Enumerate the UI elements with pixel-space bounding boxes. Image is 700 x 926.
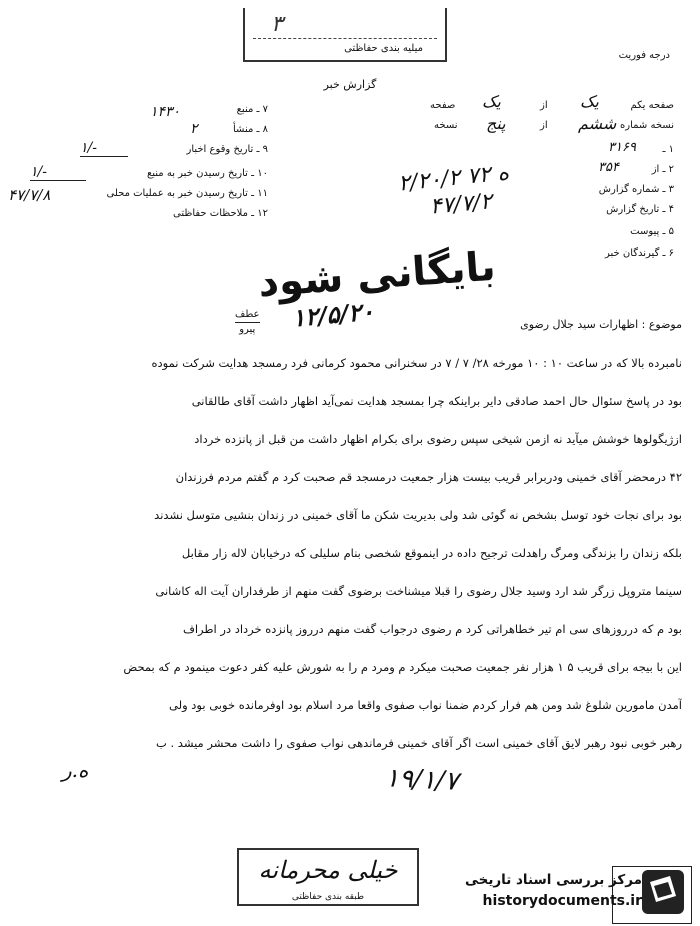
recipients-label: ۶ ـ گیرندگان خبر — [604, 248, 674, 259]
handwritten-initials: ه.ر — [62, 758, 89, 782]
body-line: بود در پاسخ سئوال حال احمد صادقی دایر براینکه چرا بمسجد هدایت نمی‌آید اظهار داشت آقای طالقانی — [191, 394, 682, 408]
field-label-origin: ۸ ـ منشأ — [232, 124, 268, 135]
bottom-stamp-label: طبقه بندی حفاظتی — [291, 892, 365, 902]
stamp-blank-line — [253, 14, 437, 39]
archive-logo-icon — [640, 868, 686, 916]
field-value-origin: ۲ — [190, 121, 198, 137]
right-field-2-value: ۳۵۴ — [598, 160, 619, 175]
right-field-1-value: ۳۱۶۹ — [608, 140, 636, 155]
bottom-stamp-text: خیلی محرمانه — [258, 856, 398, 884]
report-date-value: ۴۷/۷/۲ — [429, 189, 494, 220]
body-line: این با بیجه برای قریب ۵ ۱ هزار نفر جمعیت صحبت میکرد م ومرد م را به شورش علیه کفر دعوت مینمود م که بمحض — [123, 660, 682, 674]
classification-label: میلیه بندی حفاظتی — [344, 43, 423, 54]
logo-text: مرکز بررسی اسناد تاریخی — [464, 872, 642, 888]
handwritten-date: ۱۹/۱/۷ — [384, 763, 460, 797]
copy-label: نسخه شماره — [620, 120, 674, 131]
body-line: سینما متروپل زرگر شد ارد وسید جلال رضوی را قبلا میشناخت برضوی گفت منهم از طرفداران آیت اله کاشانی — [155, 584, 682, 598]
body-line: بود برای نجات خود توسل بشخص نه گوئی شد ولی بدیریت شکن ما آقای خمینی در زندان بنشیی متوسل نشدند — [154, 508, 682, 522]
field-label-received-source: ۱۰ ـ تاریخ رسیدن خبر به منبع — [146, 168, 268, 179]
body-line: بلکه زندان را بزندگی ومرگ راهدلت ترجیح داده در اینموقع شخصی بنام سلیلی که درخیابان لاله زار مقابل — [181, 546, 682, 560]
page-total: یک — [482, 92, 501, 111]
attachment-label: ۵ ـ پیوست — [630, 226, 674, 237]
body-line: آمدن مامورین شلوغ شد ومن هم فرار کردم ضمنا نواب صفوی واقعا مرد اسلام بود اوفرمانده خوبی بود ولی — [169, 698, 682, 712]
report-number-value: ۲/۲۰/۲ ه ۷۲ — [396, 160, 511, 197]
right-field-1: ۱ ـ — [662, 144, 674, 155]
body-line: ازژیگولوها خوشش میآید نه ازمن شیخی سپس رضوی برای بکرام اظهار داشت من قبل از پانزده خرداد — [194, 432, 682, 446]
body-line: نامبرده بالا که در ساعت ۱۰ : ۱۰ مورخه ۲۸/ ۷ / ۷ در سخنرانی محمود کرمانی فرد رمسجد هدایت شرکت نموده — [151, 356, 682, 370]
page-unit: صفحه — [430, 100, 456, 111]
logo-url: historydocuments.ir — [482, 893, 642, 909]
page-of: از — [540, 100, 548, 111]
top-classification-stamp — [243, 8, 447, 62]
copy-of: از — [540, 120, 548, 131]
right-field-2: ۲ ـ از — [651, 164, 674, 175]
field-value-event-date: ۱/- — [80, 140, 128, 157]
archive-stamp: بایگانی شود — [256, 243, 498, 307]
field-label-received-ops: ۱۱ ـ تاریخ رسیدن خبر به عملیات محلی — [106, 188, 268, 199]
body-line: رهبر خوبی نبود رهبر لایق آقای خمینی است اگر آقای خمینی فرماندهی نواب صفوی را داشت محشر میشد . ب — [155, 736, 682, 750]
copy-value: ششم — [578, 114, 617, 133]
body-line: ۴۲ درمحضر آقای خمینی ودربرابر قریب بیست هزار جمعیت درمسجد قم صحبت کرد م گفتم مردم فرزندان — [175, 470, 682, 484]
page-label: صفحه یکم — [630, 100, 674, 111]
field-label-security-notes: ۱۲ ـ ملاحظات حفاظتی — [173, 208, 268, 219]
reference-box — [235, 308, 260, 337]
report-date-label: ۴ ـ تاریخ گزارش — [606, 204, 674, 215]
copy-unit: نسخه — [434, 120, 458, 131]
atf-label: عطف — [235, 309, 260, 320]
body-line: بود م که درروزهای سی ام تیر خطاهراتی کرد م رضوی درجواب گفت منهم درروز پانزده خرداد در اطراف — [182, 622, 682, 636]
peyro-label: پیرو — [235, 322, 260, 337]
subject-line: موضوع : اظهارات سید جلال رضوی — [520, 318, 682, 331]
stamp-handwriting: ۳ — [271, 12, 283, 37]
copy-total: پنج — [486, 114, 506, 133]
priority-label: درجه فوریت — [618, 50, 670, 61]
field-label-event-date: ۹ ـ تاریخ وقوع اخبار — [186, 144, 268, 155]
field-value-received-source: ۱/- — [30, 164, 86, 181]
field-value-received-ops: ۴۷/۷/۸ — [8, 186, 51, 204]
field-value-source: ۱۴۳۰ — [150, 104, 181, 120]
report-number-label: ۳ ـ شماره گزارش — [598, 184, 674, 195]
report-title: گزارش خبر — [323, 78, 377, 91]
field-label-source: ۷ ـ منبع — [236, 104, 268, 115]
archive-stamp-date: ۱۲/۵/۲۰ — [290, 296, 376, 333]
page-value: یک — [580, 92, 599, 111]
bottom-classification-stamp — [237, 848, 419, 906]
